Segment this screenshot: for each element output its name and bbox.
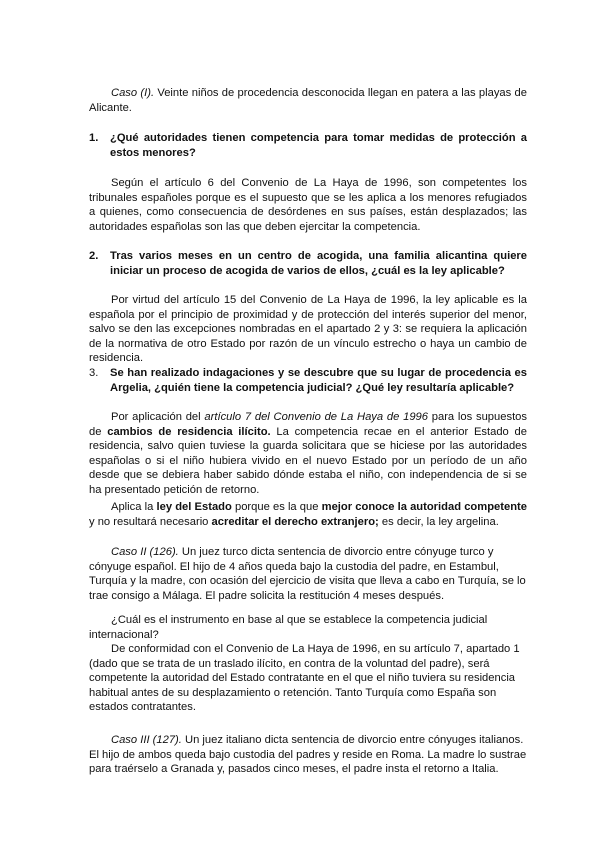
caso-1-label: Caso (I). [111,87,155,99]
answer-3-text-post: La competencia recae en el anterior Estado de residencia, salvo quien tuviese la guarda solicitara que se hiciese por las autoridades españolas o si el niño hubiera vivido en el nuevo Estado por un período de un año desde que se debiera haber sabido dónde estaba el niño, con independencia de si se ha presentado petición de retorno. [89,425,527,496]
question-3 [89,366,527,395]
answer-3b-text-mid-2: y no resultará necesario [89,515,212,528]
answer-3b-text-post: es decir, la ley argelina. [378,515,499,528]
caso-2-question: ¿Cuál es el instrumento en base al que se establece la competencia judicial internacional? [89,614,488,641]
caso-2-statement [89,545,527,603]
answer-3b-bold-3: acreditar el derecho extranjero; [211,515,379,528]
answer-3-text-pre: Por aplicación del [111,411,205,423]
question-2 [89,249,527,278]
caso-1-statement [89,86,527,115]
question-2-number: 2. [89,250,99,262]
answer-3-paragraph-2 [89,500,527,529]
caso-3-statement [89,733,527,777]
caso-2-text: Un juez turco dicta sentencia de divorcio entre cónyuge turco y cónyuge español. El hijo de 4 años queda bajo la custodia del padre, en Estambul, Turquía y la madre, con ocasión del ejercicio de visita que lleva a cabo en Turquía, se lo trae consigo a Málaga. El padre solicita la restitución 4 meses después. [89,546,526,602]
caso-1-text: Veinte niños de procedencia desconocida llegan en patera a las playas de Alicante. [89,87,527,114]
question-1-number: 1. [89,132,99,144]
caso-3-label: Caso III (127). [111,734,182,746]
caso-2-answer: De conformidad con el Convenio de La Haya de 1996, en su artículo 7, apartado 1 (dado que se trata de un traslado ilícito, en contra de la voluntad del padre), será competente la autoridad del Estado contratante en el que el niño tuviera su residencia habitual antes de su desplazamiento o retención. Tanto Turquía como España son estados contratantes. [89,643,520,714]
answer-3-text-mid: para los supuestos de [89,411,527,438]
caso-3-text: Un juez italiano dicta sentencia de divorcio entre cónyuges italianos. El hijo de ambos queda bajo custodia del padres y reside en Roma. La madre lo sustrae para traérselo a Granada y, pasados cinco meses, el padre insta el retorno a Italia. [89,734,527,776]
answer-3b-bold-1: ley del Estado [156,501,232,513]
answer-3b-text-pre: Aplica la [111,501,157,513]
caso-2-label: Caso II (126). [111,546,179,558]
question-2-text: Tras varios meses en un centro de acogida, una familia alicantina quiere iniciar un proceso de acogida de varios de ellos, ¿cuál es la ley aplicable? [110,250,527,277]
answer-3b-bold-2: mejor conoce la autoridad competente [321,501,527,513]
question-3-number: 3. [89,367,99,379]
question-1 [89,131,527,160]
answer-3-paragraph-1 [89,410,527,498]
question-1-text: ¿Qué autoridades tienen competencia para tomar medidas de protección a estos menores? [110,132,527,159]
answer-2: Por virtud del artículo 15 del Convenio de La Haya de 1996, la ley aplicable es la española por el principio de proximidad y de protección del interés superior del menor, salvo se den las excepciones nombradas en el apartado 2 y 3: se requiera la aplicación de la normativa de otro Estado por razón de un vínculo estrecho o haya un cambio de residencia. [89,294,527,365]
question-3-text: Se han realizado indagaciones y se descubre que su lugar de procedencia es Argelia, ¿quién tiene la competencia judicial? ¿Qué ley resultaría aplicable? [110,367,527,394]
answer-3-article-reference: artículo 7 del Convenio de La Haya de 1996 [204,411,428,423]
answer-3b-text-mid-1: porque es la que [231,501,322,513]
answer-1: Según el artículo 6 del Convenio de La Haya de 1996, son competentes los tribunales españoles porque es el supuesto que se les aplica a los menores refugiados a quienes, como consecuencia de desórdenes en sus países, están desplazados; las autoridades españolas son las que deben ejercitar la competencia. [89,177,527,233]
answer-3-bold-term: cambios de residencia ilícito. [107,425,271,438]
